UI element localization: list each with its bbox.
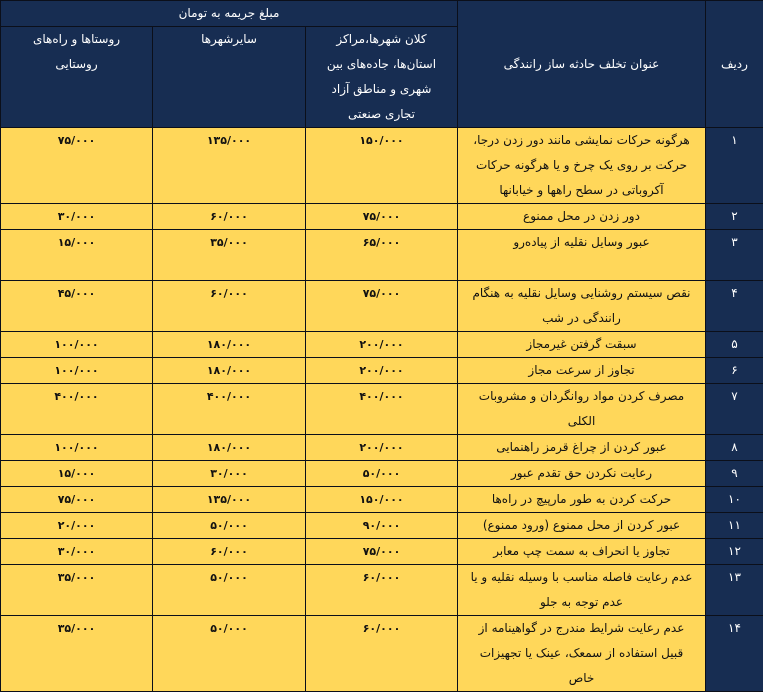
fine-metro: ۷۵/۰۰۰ — [306, 281, 458, 332]
fine-rural: ۱۵/۰۰۰ — [1, 461, 153, 487]
fine-rural: ۳۰/۰۰۰ — [1, 204, 153, 230]
fine-rural: ۷۵/۰۰۰ — [1, 128, 153, 204]
table-row — [1, 384, 763, 435]
fine-rural: ۷۵/۰۰۰ — [1, 487, 153, 513]
fine-rural: ۴۵/۰۰۰ — [1, 281, 153, 332]
violation-title: رعایت نکردن حق تقدم عبور — [458, 461, 706, 487]
fine-other-cities: ۵۰/۰۰۰ — [153, 565, 306, 616]
row-index: ۶ — [706, 358, 763, 384]
header-title: عنوان تخلف حادثه ساز رانندگی — [458, 1, 706, 128]
row-index: ۷ — [706, 384, 763, 435]
fine-metro: ۹۰/۰۰۰ — [306, 513, 458, 539]
table-row — [1, 435, 763, 461]
violation-title: تجاوز یا انحراف به سمت چپ معابر — [458, 539, 706, 565]
fine-other-cities: ۵۰/۰۰۰ — [153, 616, 306, 692]
fine-other-cities: ۱۳۵/۰۰۰ — [153, 487, 306, 513]
fine-rural: ۴۰۰/۰۰۰ — [1, 384, 153, 435]
table-row — [1, 513, 763, 539]
table-row — [1, 487, 763, 513]
fine-metro: ۲۰۰/۰۰۰ — [306, 332, 458, 358]
row-index: ۱۰ — [706, 487, 763, 513]
table-row — [1, 539, 763, 565]
row-index: ۲ — [706, 204, 763, 230]
table-row — [1, 230, 763, 281]
row-index: ۸ — [706, 435, 763, 461]
violation-title: عدم رعایت فاصله مناسب با وسیله نقلیه و یا عدم توجه به جلو — [458, 565, 706, 616]
fine-rural: ۱۰۰/۰۰۰ — [1, 435, 153, 461]
row-index: ۱۱ — [706, 513, 763, 539]
row-index: ۱۲ — [706, 539, 763, 565]
fine-rural: ۱۰۰/۰۰۰ — [1, 358, 153, 384]
table-row — [1, 565, 763, 616]
fine-rural: ۳۰/۰۰۰ — [1, 539, 153, 565]
header-fine-group: مبلغ جریمه به تومان — [1, 1, 458, 27]
table-row — [1, 204, 763, 230]
row-index: ۱ — [706, 128, 763, 204]
row-index: ۳ — [706, 230, 763, 281]
table-row — [1, 358, 763, 384]
violation-title: هرگونه حرکات نمایشی مانند دور زدن درجا، حرکت بر روی یک چرخ و یا هرگونه حرکات آکروباتی در سطح راهها و خیابانها — [458, 128, 706, 204]
header-metro: کلان شهرها،مراکز استان‌ها، جاده‌های بین شهری و مناطق آزاد تجاری صنعتی — [306, 27, 458, 128]
fine-metro: ۶۰/۰۰۰ — [306, 616, 458, 692]
row-index: ۱۴ — [706, 616, 763, 692]
fine-metro: ۶۰/۰۰۰ — [306, 565, 458, 616]
fine-other-cities: ۵۰/۰۰۰ — [153, 513, 306, 539]
header-index: ردیف — [706, 1, 763, 128]
table-row — [1, 128, 763, 204]
fine-metro: ۷۵/۰۰۰ — [306, 204, 458, 230]
fine-metro: ۴۰۰/۰۰۰ — [306, 384, 458, 435]
row-index: ۴ — [706, 281, 763, 332]
fine-other-cities: ۳۵/۰۰۰ — [153, 230, 306, 281]
fine-other-cities: ۱۳۵/۰۰۰ — [153, 128, 306, 204]
fine-other-cities: ۱۸۰/۰۰۰ — [153, 435, 306, 461]
fine-metro: ۱۵۰/۰۰۰ — [306, 128, 458, 204]
fine-other-cities: ۳۰/۰۰۰ — [153, 461, 306, 487]
violation-title: سبقت گرفتن غیرمجاز — [458, 332, 706, 358]
fine-other-cities: ۶۰/۰۰۰ — [153, 204, 306, 230]
fine-metro: ۵۰/۰۰۰ — [306, 461, 458, 487]
violation-title: عبور کردن از محل ممنوع (ورود ممنوع) — [458, 513, 706, 539]
fine-metro: ۱۵۰/۰۰۰ — [306, 487, 458, 513]
fine-rural: ۳۵/۰۰۰ — [1, 565, 153, 616]
fine-metro: ۲۰۰/۰۰۰ — [306, 435, 458, 461]
violation-title: دور زدن در محل ممنوع — [458, 204, 706, 230]
fine-other-cities: ۶۰/۰۰۰ — [153, 281, 306, 332]
header-other-cities: سایرشهرها — [153, 27, 306, 128]
violation-title: عدم رعایت شرایط مندرج در گواهینامه از قبیل استفاده از سمعک، عینک یا تجهیزات خاص — [458, 616, 706, 692]
row-index: ۱۳ — [706, 565, 763, 616]
violation-title: عبور کردن از چراغ قرمز راهنمایی — [458, 435, 706, 461]
fine-rural: ۱۵/۰۰۰ — [1, 230, 153, 281]
fine-rural: ۲۰/۰۰۰ — [1, 513, 153, 539]
row-index: ۵ — [706, 332, 763, 358]
fine-metro: ۷۵/۰۰۰ — [306, 539, 458, 565]
violation-title: حرکت کردن به طور مارپیچ در راه‌ها — [458, 487, 706, 513]
fine-other-cities: ۱۸۰/۰۰۰ — [153, 332, 306, 358]
fine-metro: ۲۰۰/۰۰۰ — [306, 358, 458, 384]
fine-other-cities: ۴۰۰/۰۰۰ — [153, 384, 306, 435]
table-row — [1, 281, 763, 332]
table-row — [1, 461, 763, 487]
fine-metro: ۶۵/۰۰۰ — [306, 230, 458, 281]
row-index: ۹ — [706, 461, 763, 487]
header-rural: روستاها و راه‌های روستایی — [1, 27, 153, 128]
violation-title: نقص سیستم روشنایی وسایل نقلیه به هنگام رانندگی در شب — [458, 281, 706, 332]
violation-title: عبور وسایل نقلیه از پیاده‌رو — [458, 230, 706, 281]
fine-other-cities: ۶۰/۰۰۰ — [153, 539, 306, 565]
table-row — [1, 332, 763, 358]
violation-title: تجاوز از سرعت مجاز — [458, 358, 706, 384]
fine-rural: ۳۵/۰۰۰ — [1, 616, 153, 692]
violation-title: مصرف کردن مواد روانگردان و مشروبات الکلی — [458, 384, 706, 435]
fine-other-cities: ۱۸۰/۰۰۰ — [153, 358, 306, 384]
fine-rural: ۱۰۰/۰۰۰ — [1, 332, 153, 358]
table-row — [1, 616, 763, 692]
